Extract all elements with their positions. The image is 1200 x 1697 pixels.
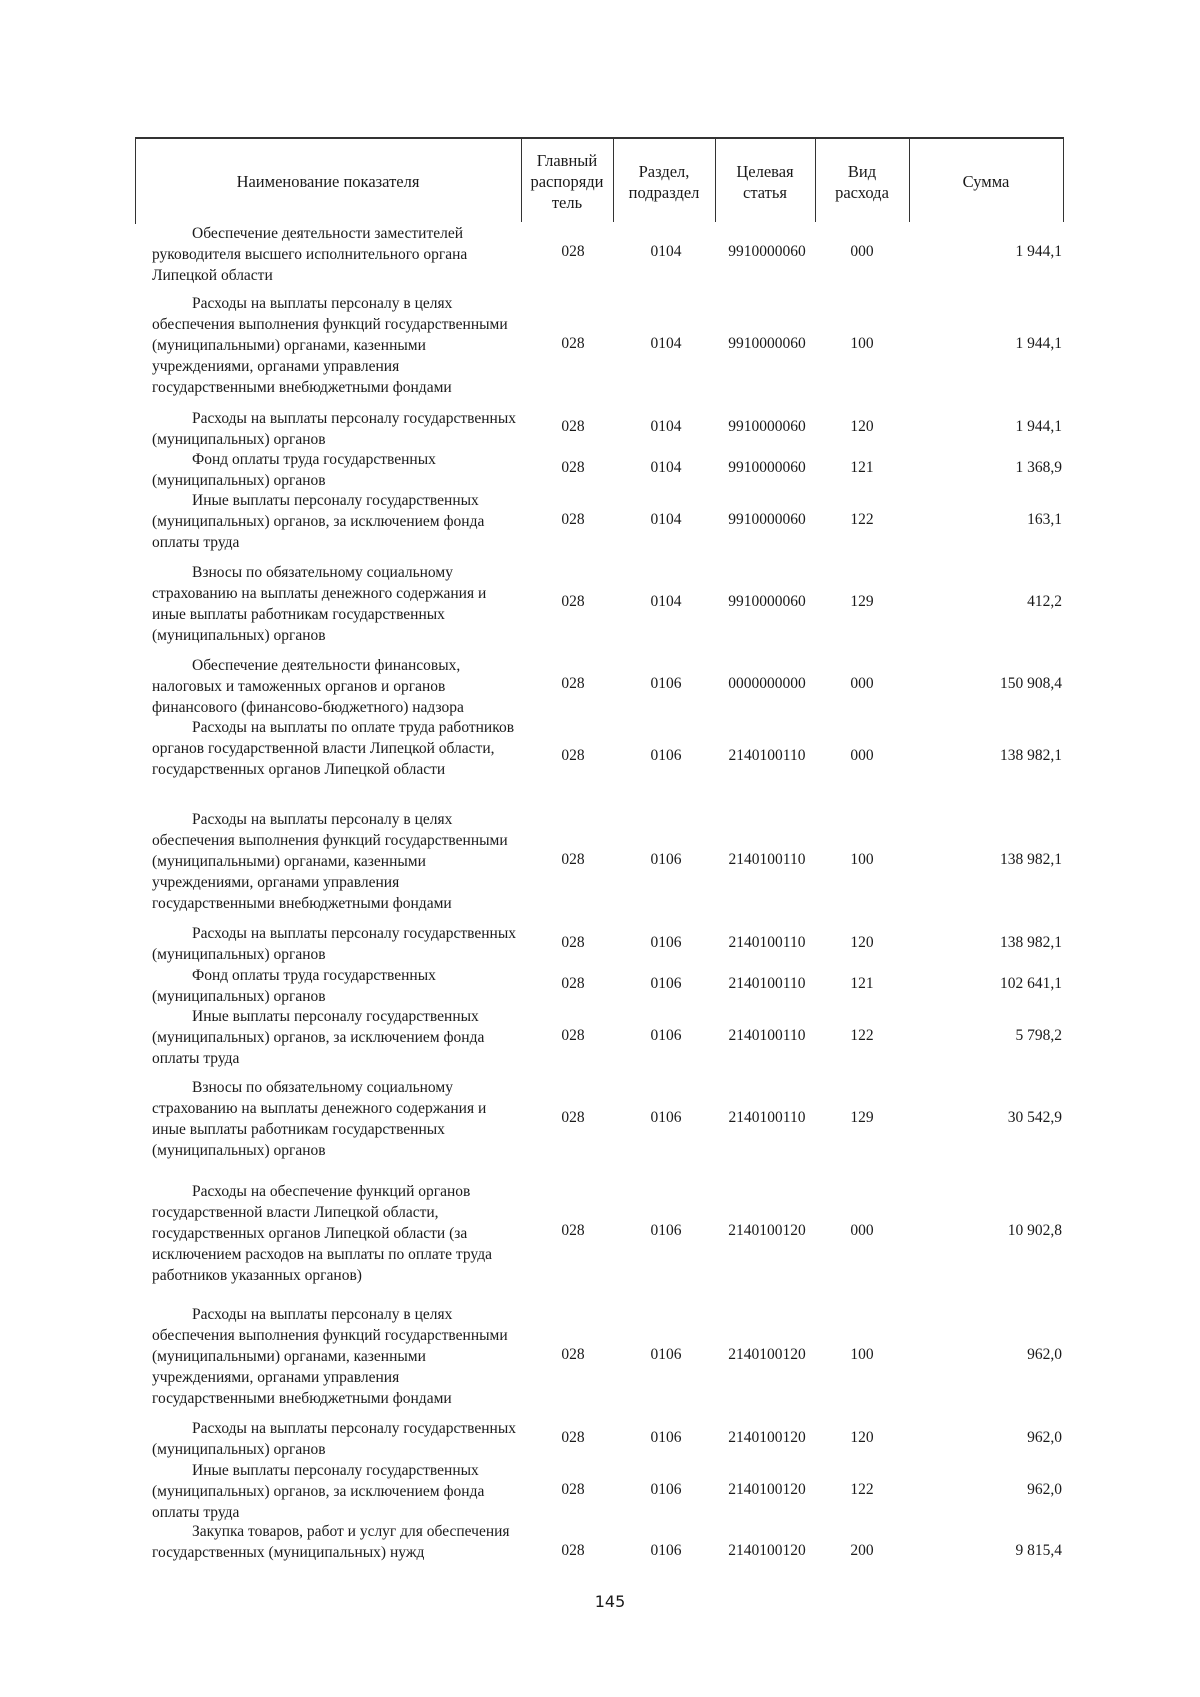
row-cs: 9910000060 [728, 593, 806, 610]
row-vr: 120 [850, 1429, 874, 1446]
row-vr: 120 [850, 418, 874, 435]
row-cs: 2140100110 [728, 975, 806, 992]
row-name: Иные выплаты персоналу государственных (муниципальных) органов, за исключением фонда оплаты труда [152, 1462, 485, 1521]
row-sum: 1 368,9 [1015, 459, 1062, 476]
row-vr: 129 [850, 593, 874, 610]
header-name: Наименование показателя [236, 172, 420, 191]
header-divider [715, 137, 716, 222]
row-grbs: 028 [561, 1109, 585, 1126]
row-name: Фонд оплаты труда государственных (муниципальных) органов [152, 967, 436, 1005]
row-razdel: 0106 [650, 1346, 682, 1363]
row-name: Расходы на выплаты персоналу государственных (муниципальных) органов [152, 925, 516, 963]
row-cs: 9910000060 [728, 243, 806, 260]
row-sum: 962,0 [1027, 1429, 1062, 1446]
row-razdel: 0106 [650, 934, 682, 951]
row-razdel: 0106 [650, 747, 682, 764]
row-name: Расходы на выплаты персоналу государственных (муниципальных) органов [152, 410, 516, 448]
row-sum: 138 982,1 [1000, 934, 1062, 951]
row-sum: 1 944,1 [1015, 243, 1062, 260]
row-cs: 2140100110 [728, 851, 806, 868]
row-vr: 100 [850, 335, 874, 352]
row-grbs: 028 [561, 1481, 585, 1498]
row-sum: 30 542,9 [1007, 1109, 1062, 1126]
page-number: 145 [594, 1592, 626, 1611]
table-header [135, 137, 1063, 224]
row-grbs: 028 [561, 335, 585, 352]
row-grbs: 028 [561, 851, 585, 868]
row-name: Расходы на выплаты персоналу в целях обеспечения выполнения функций государственными (муниципальными) органами, казенными учреждениями, органами управления государственными внебюджетными фондами [152, 1306, 508, 1407]
row-razdel: 0106 [650, 1429, 682, 1446]
row-sum: 1 944,1 [1015, 335, 1062, 352]
row-razdel: 0106 [650, 975, 682, 992]
row-cs: 2140100120 [728, 1542, 806, 1559]
header-sum: Сумма [962, 172, 1010, 191]
row-sum: 138 982,1 [1000, 747, 1062, 764]
row-sum: 163,1 [1027, 511, 1062, 528]
row-sum: 5 798,2 [1015, 1027, 1062, 1044]
row-name: Обеспечение деятельности финансовых, налоговых и таможенных органов и органов финансового (финансово-бюджетного) надзора [152, 657, 464, 716]
row-grbs: 028 [561, 1027, 585, 1044]
row-grbs: 028 [561, 593, 585, 610]
row-cs: 2140100110 [728, 934, 806, 951]
row-name: Взносы по обязательному социальному страхованию на выплаты денежного содержания и иные выплаты работникам государственных (муниципальных) органов [152, 564, 487, 644]
row-grbs: 028 [561, 418, 585, 435]
row-grbs: 028 [561, 1222, 585, 1239]
row-grbs: 028 [561, 1346, 585, 1363]
row-sum: 10 902,8 [1007, 1222, 1062, 1239]
row-vr: 000 [850, 1222, 874, 1239]
row-cs: 9910000060 [728, 335, 806, 352]
row-name: Иные выплаты персоналу государственных (муниципальных) органов, за исключением фонда оплаты труда [152, 1008, 485, 1067]
row-razdel: 0106 [650, 851, 682, 868]
row-grbs: 028 [561, 243, 585, 260]
row-cs: 9910000060 [728, 511, 806, 528]
row-vr: 000 [850, 675, 874, 692]
row-vr: 120 [850, 934, 874, 951]
row-razdel: 0104 [650, 511, 682, 528]
row-razdel: 0104 [650, 459, 682, 476]
header-divider [521, 137, 522, 222]
row-razdel: 0104 [650, 243, 682, 260]
header-grbs: Главный распоряди тель [530, 151, 604, 212]
row-razdel: 0104 [650, 418, 682, 435]
row-name: Иные выплаты персоналу государственных (муниципальных) органов, за исключением фонда оплаты труда [152, 492, 485, 551]
row-cs: 0000000000 [728, 675, 806, 692]
row-sum: 962,0 [1027, 1346, 1062, 1363]
row-name: Фонд оплаты труда государственных (муниципальных) органов [152, 451, 436, 489]
row-grbs: 028 [561, 1542, 585, 1559]
row-vr: 121 [850, 975, 874, 992]
header-border-left [135, 137, 136, 224]
row-vr: 122 [850, 511, 874, 528]
row-vr: 122 [850, 1481, 874, 1498]
row-cs: 2140100120 [728, 1222, 806, 1239]
row-cs: 9910000060 [728, 418, 806, 435]
row-vr: 100 [850, 1346, 874, 1363]
header-border-right [1063, 137, 1064, 222]
row-cs: 2140100120 [728, 1481, 806, 1498]
row-cs: 2140100110 [728, 1109, 806, 1126]
row-razdel: 0104 [650, 593, 682, 610]
row-grbs: 028 [561, 675, 585, 692]
row-cs: 2140100120 [728, 1429, 806, 1446]
row-name: Расходы на выплаты персоналу в целях обеспечения выполнения функций государственными (муниципальными) органами, казенными учреждениями, органами управления государственными внебюджетными фондами [152, 811, 508, 912]
row-sum: 9 815,4 [1015, 1542, 1062, 1559]
header-cs: Целевая статья [736, 161, 794, 202]
row-cs: 2140100110 [728, 747, 806, 764]
row-razdel: 0106 [650, 1542, 682, 1559]
row-grbs: 028 [561, 747, 585, 764]
row-sum: 102 641,1 [1000, 975, 1062, 992]
row-vr: 200 [850, 1542, 874, 1559]
row-razdel: 0104 [650, 335, 682, 352]
header-divider [613, 137, 614, 222]
row-grbs: 028 [561, 459, 585, 476]
row-name: Расходы на выплаты персоналу в целях обеспечения выполнения функций государственными (муниципальными) органами, казенными учреждениями, органами управления государственными внебюджетными фондами [152, 295, 508, 396]
row-sum: 150 908,4 [1000, 675, 1062, 692]
row-name: Закупка товаров, работ и услуг для обеспечения государственных (муниципальных) нужд [152, 1523, 510, 1561]
row-razdel: 0106 [650, 1109, 682, 1126]
row-razdel: 0106 [650, 1027, 682, 1044]
row-vr: 121 [850, 459, 874, 476]
row-cs: 2140100110 [728, 1027, 806, 1044]
row-vr: 100 [850, 851, 874, 868]
row-vr: 000 [850, 747, 874, 764]
row-sum: 412,2 [1027, 593, 1062, 610]
header-razdel: Раздел, подраздел [628, 161, 700, 202]
row-name: Обеспечение деятельности заместителей руководителя высшего исполнительного органа Липецкой области [152, 225, 468, 284]
row-vr: 129 [850, 1109, 874, 1126]
header-divider [815, 137, 816, 222]
row-name: Расходы на обеспечение функций органов государственной власти Липецкой области, государственных органов Липецкой области (за исключением расходов на выплаты по оплате труда работников указанных органов) [152, 1183, 492, 1284]
row-vr: 000 [850, 243, 874, 260]
header-vr: Вид расхода [835, 161, 889, 202]
row-cs: 2140100120 [728, 1346, 806, 1363]
row-grbs: 028 [561, 975, 585, 992]
row-razdel: 0106 [650, 1481, 682, 1498]
row-razdel: 0106 [650, 675, 682, 692]
row-name: Расходы на выплаты по оплате труда работников органов государственной власти Липецкой области, государственных органов Липецкой области [152, 719, 515, 778]
row-cs: 9910000060 [728, 459, 806, 476]
row-grbs: 028 [561, 511, 585, 528]
row-sum: 962,0 [1027, 1481, 1062, 1498]
row-vr: 122 [850, 1027, 874, 1044]
row-razdel: 0106 [650, 1222, 682, 1239]
header-divider [909, 137, 910, 222]
row-grbs: 028 [561, 934, 585, 951]
row-name: Взносы по обязательному социальному страхованию на выплаты денежного содержания и иные выплаты работникам государственных (муниципальных) органов [152, 1079, 487, 1159]
row-name: Расходы на выплаты персоналу государственных (муниципальных) органов [152, 1420, 516, 1458]
row-grbs: 028 [561, 1429, 585, 1446]
row-sum: 1 944,1 [1015, 418, 1062, 435]
row-sum: 138 982,1 [1000, 851, 1062, 868]
